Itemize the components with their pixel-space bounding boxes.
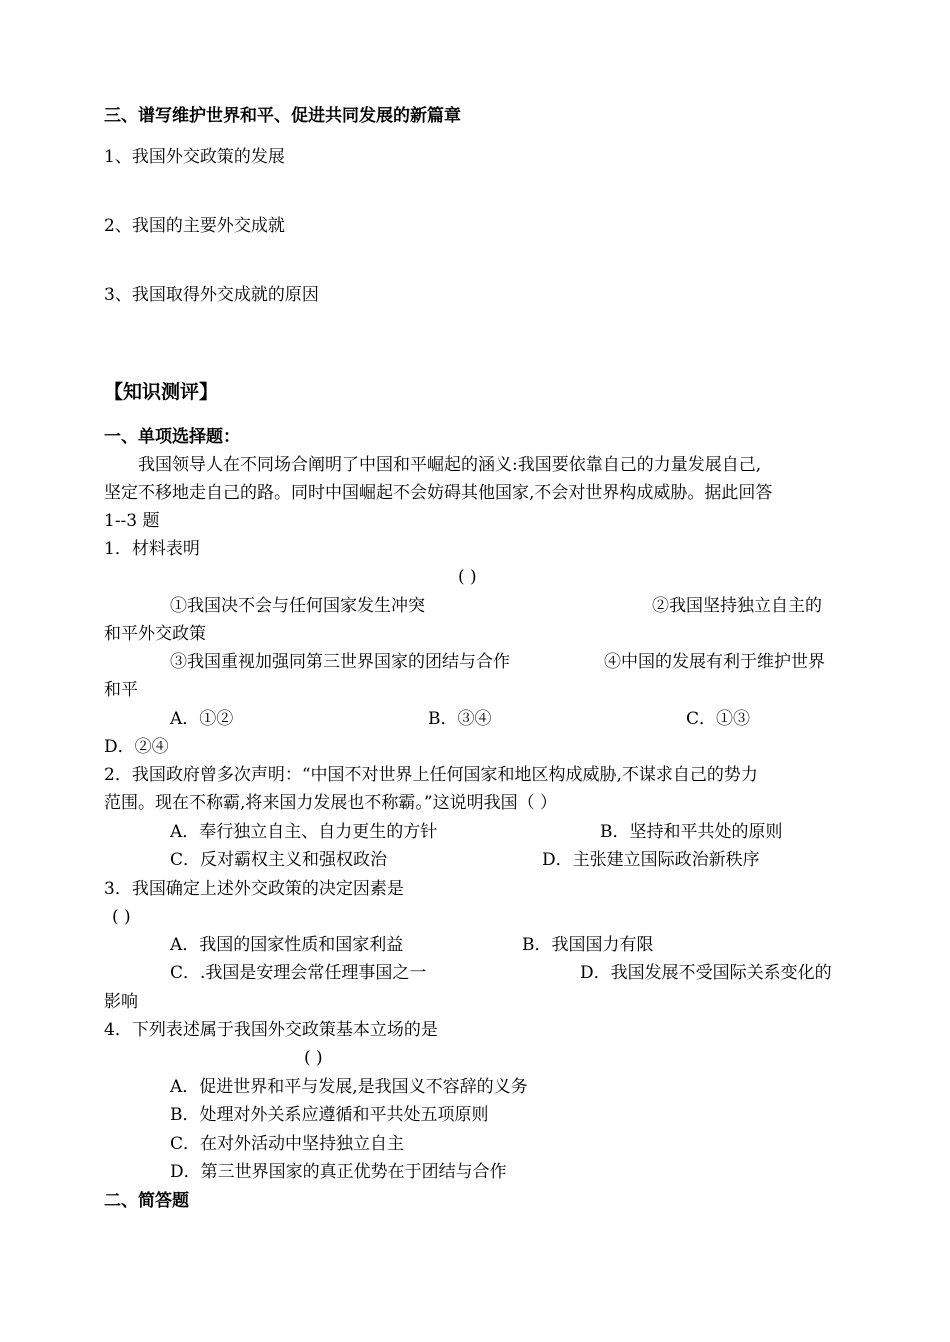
q1-statement-2-cont: 和平外交政策 bbox=[104, 624, 206, 644]
q3-stem: 3．我国确定上述外交政策的决定因素是 bbox=[104, 879, 404, 899]
q1-option-b[interactable]: B．③④ bbox=[428, 709, 492, 729]
q4-stem: 4．下列表述属于我国外交政策基本立场的是 bbox=[104, 1020, 438, 1040]
q4-option-d[interactable]: D．第三世界国家的真正优势在于团结与合作 bbox=[170, 1162, 507, 1182]
q2-option-b[interactable]: B．坚持和平共处的原则 bbox=[600, 822, 783, 842]
q2-option-c[interactable]: C．反对霸权主义和强权政治 bbox=[170, 850, 388, 870]
q1-statement-4: ④中国的发展有利于维护世界 bbox=[604, 652, 825, 672]
q1-statement-4-cont: 和平 bbox=[104, 680, 138, 700]
q2-option-d[interactable]: D．主张建立国际政治新秩序 bbox=[542, 850, 760, 870]
q1-option-c[interactable]: C．①③ bbox=[686, 709, 751, 729]
section3-item-1: 1、我国外交政策的发展 bbox=[104, 147, 285, 167]
q4-answer-blank: ( ) bbox=[304, 1048, 323, 1068]
q2-option-a[interactable]: A．奉行独立自主、自力更生的方针 bbox=[170, 822, 438, 842]
q3-answer-blank: ( ) bbox=[112, 907, 131, 927]
section3-item-3: 3、我国取得外交成就的原因 bbox=[104, 285, 319, 305]
q2-stem-line-2: 范围。现在不称霸,将来国力发展也不称霸。”这说明我国（ ） bbox=[104, 793, 557, 813]
q4-option-c[interactable]: C．在对外活动中坚持独立自主 bbox=[170, 1134, 405, 1154]
intro-line-2: 坚定不移地走自己的路。同时中国崛起不会妨碍其他国家,不会对世界构成威胁。据此回答 bbox=[104, 483, 773, 503]
q3-option-b[interactable]: B．我国国力有限 bbox=[522, 935, 654, 955]
section3-item-2: 2、我国的主要外交成就 bbox=[104, 216, 285, 236]
intro-line-3: 1--3 题 bbox=[104, 511, 160, 531]
q1-option-d[interactable]: D．②④ bbox=[104, 737, 169, 757]
q3-option-d[interactable]: D．我国发展不受国际关系变化的 bbox=[580, 963, 832, 983]
q1-statement-3: ③我国重视加强同第三世界国家的团结与合作 bbox=[170, 652, 510, 672]
q1-stem: 1．材料表明 bbox=[104, 539, 200, 559]
q1-option-a[interactable]: A．①② bbox=[170, 709, 234, 729]
q1-answer-blank: ( ) bbox=[458, 567, 477, 587]
part2-heading: 二、简答题 bbox=[104, 1191, 189, 1211]
q3-option-a[interactable]: A．我国的国家性质和国家利益 bbox=[170, 935, 404, 955]
q1-statement-2: ②我国坚持独立自主的 bbox=[652, 596, 822, 616]
q1-statement-1: ①我国决不会与任何国家发生冲突 bbox=[170, 596, 425, 616]
q4-option-a[interactable]: A．促进世界和平与发展,是我国义不容辞的义务 bbox=[170, 1077, 528, 1097]
assessment-title: 【知识测评】 bbox=[104, 381, 219, 403]
q3-option-c[interactable]: C．.我国是安理会常任理事国之一 bbox=[170, 963, 427, 983]
q2-stem-line-1: 2．我国政府曾多次声明：“中国不对世界上任何国家和地区构成威胁,不谋求自己的势力 bbox=[104, 765, 758, 785]
intro-line-1: 我国领导人在不同场合阐明了中国和平崛起的涵义:我国要依靠自己的力量发展自己, bbox=[138, 455, 762, 475]
q4-option-b[interactable]: B．处理对外关系应遵循和平共处五项原则 bbox=[170, 1105, 489, 1125]
part1-heading: 一、单项选择题： bbox=[104, 427, 240, 447]
section3-heading: 三、谱写维护世界和平、促进共同发展的新篇章 bbox=[104, 106, 461, 126]
q3-option-d-cont: 影响 bbox=[104, 992, 138, 1012]
